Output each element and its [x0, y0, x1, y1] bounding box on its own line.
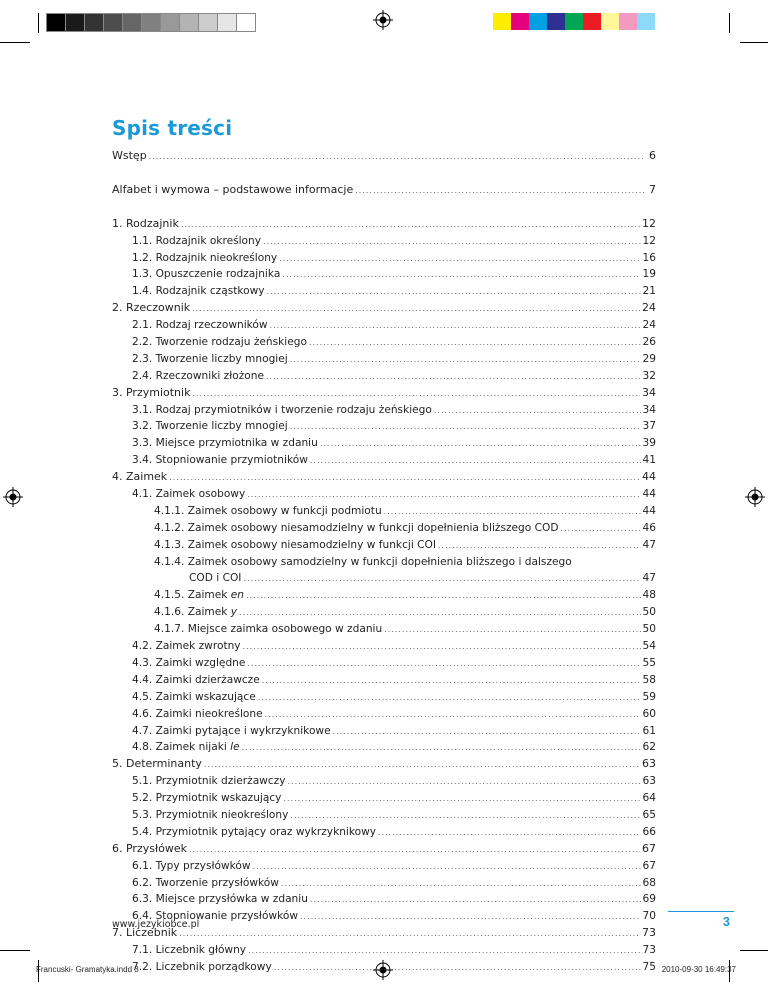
color-swatch: [493, 13, 511, 30]
dot-leader: [181, 217, 640, 234]
toc-chapter-label: 6. Przysłówek: [112, 841, 187, 855]
toc-section: [112, 824, 656, 841]
toc-section-list: [112, 858, 656, 926]
toc-entry-page: 48: [642, 589, 656, 602]
toc-entry-label: 3.1. Rodzaj przymiotników i tworzenie rodzaju żeńskiego: [132, 403, 432, 416]
toc-entry-label: [132, 739, 240, 756]
toc-entry-page: 44: [642, 488, 656, 501]
color-swatch: [511, 13, 529, 30]
toc-entry-label: 4.1.1. Zaimek osobowy w funkcji podmiotu: [154, 504, 382, 517]
toc-entry-label: 4.7. Zaimki pytające i wykrzyknikowe: [132, 724, 331, 737]
toc-chapter-label: 5. Determinanty: [112, 757, 202, 771]
toc-section: [112, 773, 656, 790]
toc-entry-label-emphasis: y: [230, 606, 238, 619]
color-swatch: [601, 13, 619, 30]
table-of-contents: [112, 148, 656, 976]
toc-section: [112, 723, 656, 740]
crop-mark: [740, 950, 768, 951]
toc-entry-page: 63: [642, 775, 656, 788]
toc-entry-page: 59: [642, 690, 656, 703]
toc-entry-label: 2.2. Tworzenie rodzaju żeńskiego: [132, 336, 307, 349]
toc-entry-label: 4.2. Zaimek zwrotny: [132, 640, 241, 653]
color-swatch: [565, 13, 583, 30]
dot-leader: [189, 842, 640, 859]
color-swatch: [547, 13, 565, 30]
dot-leader: [247, 656, 640, 673]
toc-entry-label: 4.1.7. Miejsce zaimka osobowego w zdaniu: [154, 623, 383, 636]
toc-entry: [112, 148, 656, 165]
toc-entry-label: Wstęp: [112, 149, 147, 162]
toc-chapter: [112, 385, 656, 402]
color-swatch: [529, 13, 547, 30]
toc-section: [112, 266, 656, 283]
toc-entry-label: 1.3. Opuszczenie rodzajnika: [132, 268, 281, 281]
dot-leader: [333, 724, 641, 741]
dot-leader: [258, 690, 641, 707]
toc-entry-page: 65: [642, 808, 656, 821]
dot-leader: [279, 251, 640, 268]
toc-section: [112, 807, 656, 824]
toc-entry-label: 1.2. Rodzajnik nieokreślony: [132, 251, 278, 264]
dot-leader: [320, 436, 641, 453]
dot-leader: [310, 453, 641, 470]
dot-leader: [384, 504, 641, 521]
dot-leader: [283, 791, 640, 808]
color-swatch: [637, 13, 655, 30]
toc-chapter-label: 2. Rzeczownik: [112, 301, 191, 315]
toc-subsection: [112, 554, 656, 571]
toc-section: [112, 689, 656, 706]
toc-section: [112, 250, 656, 267]
toc-entry-label: 4.1.3. Zaimek osobowy niesamodzielny w funkcji COI: [154, 538, 437, 551]
toc-entry-page: 64: [642, 792, 656, 805]
toc-section: [112, 739, 656, 756]
toc-entry-label: 1.1. Rodzajnik określony: [132, 234, 262, 247]
dot-leader: [263, 234, 641, 251]
toc-entry-page: 21: [642, 285, 656, 298]
toc-entry-page: 60: [642, 707, 656, 720]
toc-entry-label: 6.4. Stopniowanie przysłówków: [132, 910, 298, 923]
toc-entry-page: 44: [642, 504, 656, 517]
crop-mark: [740, 42, 768, 43]
toc-section: [112, 959, 656, 976]
dot-leader: [300, 909, 641, 926]
dot-leader: [310, 892, 641, 909]
dot-leader: [239, 605, 641, 622]
dot-leader: [438, 538, 641, 555]
toc-entry-label: 2.4. Rzeczowniki złożone: [132, 369, 264, 382]
toc-entry-label: [154, 587, 244, 604]
toc-entry-page: 63: [642, 757, 656, 771]
color-swatch: [84, 13, 104, 32]
toc-entry-label: 4.1.2. Zaimek osobowy niesamodzielny w funkcji dopełnienia bliższego COD: [154, 521, 559, 534]
toc-section: [112, 334, 656, 351]
toc-entry-page: 19: [642, 268, 656, 281]
toc-entry-label: 3.2. Tworzenie liczby mnogiej: [132, 420, 288, 433]
toc-entry-page: 24: [642, 301, 656, 315]
toc-entry-page: 73: [642, 944, 656, 957]
toc-entry-label: 2.1. Rodzaj rzeczowników: [132, 319, 268, 332]
toc-section: [112, 283, 656, 300]
color-swatch: [46, 13, 66, 32]
toc-entry-page: 69: [642, 893, 656, 906]
cmyk-color-bar: [493, 13, 655, 30]
dot-leader: [290, 419, 641, 436]
toc-entry-page: 26: [642, 336, 656, 349]
toc-entry-page: 67: [642, 859, 656, 872]
toc-entry-page: 62: [642, 741, 656, 754]
toc-entry-page: 67: [642, 841, 656, 855]
toc-entry-label: [154, 604, 237, 621]
dot-leader: [561, 521, 641, 538]
toc-entry-label: 6.1. Typy przysłówków: [132, 859, 251, 872]
color-swatch: [160, 13, 180, 32]
registration-mark-icon: [373, 10, 393, 30]
toc-entry-label: 5.3. Przymiotnik nieokreślony: [132, 808, 289, 821]
color-swatch: [179, 13, 199, 32]
color-swatch: [65, 13, 85, 32]
footer-url: www.jezykiobce.pl: [112, 919, 200, 930]
dot-leader: [274, 960, 641, 977]
toc-section: [112, 317, 656, 334]
toc-chapter: [112, 300, 656, 317]
dot-leader: [179, 926, 640, 943]
toc-entry-page: 50: [642, 623, 656, 636]
toc-chapter: [112, 841, 656, 858]
toc-entry-label: 7.1. Liczebnik główny: [132, 944, 247, 957]
toc-entry-label-emphasis: le: [230, 741, 240, 754]
dot-leader: [248, 943, 640, 960]
dot-leader: [270, 318, 641, 335]
toc-section: [112, 655, 656, 672]
toc-entry-label: 3.3. Miejsce przymiotnika w zdaniu: [132, 437, 318, 450]
toc-entry-page: 54: [642, 640, 656, 653]
toc-section-list: [112, 233, 656, 301]
toc-section-list: [112, 638, 656, 739]
toc-section: [112, 418, 656, 435]
toc-entry-label: 4.6. Zaimki nieokreślone: [132, 707, 263, 720]
toc-entry-label: 4.5. Zaimki wskazujące: [132, 690, 256, 703]
toc-entry-page: 34: [642, 385, 656, 399]
toc-chapter-label: 7. Liczebnik: [112, 926, 178, 940]
toc-entry-page: 68: [642, 876, 656, 889]
toc-section: [112, 891, 656, 908]
toc-subsection: [112, 587, 656, 604]
color-swatch: [122, 13, 142, 32]
toc-chapter-label: 3. Przymiotnik: [112, 385, 191, 399]
toc-entry-label-emphasis: en: [230, 589, 244, 602]
dot-leader: [169, 470, 640, 487]
crop-mark: [0, 42, 30, 43]
toc-section: [112, 638, 656, 655]
toc-entry-page: 46: [642, 521, 656, 534]
toc-subsection: [112, 520, 656, 537]
toc-subsection-list: [112, 503, 656, 554]
dot-leader: [192, 301, 640, 318]
toc-section: [112, 875, 656, 892]
color-swatch: [583, 13, 601, 30]
dot-leader: [434, 403, 641, 420]
registration-mark-icon: [3, 487, 23, 507]
toc-entry-page: 41: [642, 454, 656, 467]
dot-leader: [384, 622, 640, 639]
toc-section: [112, 402, 656, 419]
dot-leader: [309, 335, 641, 352]
toc-section: [112, 233, 656, 250]
crop-mark: [38, 13, 39, 33]
toc-subsection: [112, 621, 656, 638]
dot-leader: [266, 369, 641, 386]
toc-chapter: [112, 216, 656, 233]
crop-mark: [729, 13, 730, 33]
toc-entry-label: Alfabet i wymowa – podstawowe informacje: [112, 182, 354, 196]
dot-leader: [288, 774, 641, 791]
toc-section: [112, 452, 656, 469]
toc-subsection-continuation: [112, 570, 656, 587]
toc-chapter: [112, 469, 656, 486]
dot-leader: [247, 487, 640, 504]
toc-entry-label: 5.2. Przymiotnik wskazujący: [132, 792, 282, 805]
color-swatch: [198, 13, 218, 32]
toc-subsection: [112, 503, 656, 520]
toc-entry-page: 75: [642, 960, 656, 973]
toc-entry-page: 12: [642, 216, 656, 230]
crop-mark: [0, 950, 30, 951]
toc-entry-label: 2.3. Tworzenie liczby mnogiej: [132, 352, 288, 365]
toc-section: [112, 790, 656, 807]
dot-leader: [378, 825, 640, 842]
color-swatch: [217, 13, 237, 32]
toc-entry-label: 6.2. Tworzenie przysłówków: [132, 876, 279, 889]
toc-chapter-label: 1. Rodzajnik: [112, 216, 179, 230]
toc-entry-label: 6.3. Miejsce przysłówka w zdaniu: [132, 893, 308, 906]
registration-mark-icon: [745, 487, 765, 507]
toc-section: [112, 368, 656, 385]
print-slug-timestamp: 2010-09-30 16:49:37: [661, 965, 736, 974]
toc-entry-label-text: 4.1.5. Zaimek: [154, 589, 231, 602]
toc-entry-label: 5.1. Przymiotnik dzierżawczy: [132, 775, 286, 788]
toc-entry-page: 73: [642, 926, 656, 940]
color-swatch: [236, 13, 256, 32]
toc-subsection: [112, 537, 656, 554]
toc-entry-page: 16: [642, 251, 656, 264]
dot-leader: [246, 588, 641, 605]
toc-entry-label: 3.4. Stopniowanie przymiotników: [132, 454, 308, 467]
print-slug-filename: Francuski- Gramatyka.indd 3: [36, 965, 139, 974]
dot-leader: [242, 740, 641, 757]
toc-chapter: [112, 756, 656, 773]
toc-entry-page: 58: [642, 673, 656, 686]
dot-leader: [243, 571, 640, 588]
dot-leader: [253, 859, 641, 876]
dot-leader: [243, 639, 641, 656]
toc-entry: [112, 182, 656, 199]
toc-entry-page: 47: [642, 572, 656, 585]
toc-entry-label: 5.4. Przymiotnik pytający oraz wykrzyknikowy: [132, 825, 377, 838]
toc-entry-page: 37: [642, 420, 656, 433]
toc-subsection: [112, 604, 656, 621]
toc-entry-label: 1.4. Rodzajnik cząstkowy: [132, 285, 265, 298]
toc-entry-page: 32: [642, 369, 656, 382]
grayscale-color-bar: [47, 13, 256, 32]
toc-entry-label: 4.1. Zaimek osobowy: [132, 488, 246, 501]
dot-leader: [355, 183, 644, 200]
toc-section: [112, 672, 656, 689]
toc-section: [112, 942, 656, 959]
toc-entry-label: COD i COI: [189, 572, 242, 585]
toc-entry-page: 12: [642, 234, 656, 247]
toc-section-list: [112, 402, 656, 470]
page-title: Spis treści: [112, 116, 233, 140]
toc-entry-page: 39: [642, 437, 656, 450]
dot-leader: [192, 386, 640, 403]
toc-entry-label: 4.4. Zaimki dzierżawcze: [132, 673, 260, 686]
toc-entry-page: 34: [642, 403, 656, 416]
dot-leader: [282, 267, 640, 284]
toc-section-list: [112, 317, 656, 385]
dot-leader: [281, 876, 641, 893]
dot-leader: [204, 757, 640, 774]
color-swatch: [103, 13, 123, 32]
color-swatch: [141, 13, 161, 32]
toc-section-list: [112, 773, 656, 841]
dot-leader: [290, 808, 640, 825]
toc-entry-page: 47: [642, 538, 656, 551]
toc-entry-page: 44: [642, 470, 656, 484]
color-swatch: [619, 13, 637, 30]
toc-entry-page: 50: [642, 606, 656, 619]
toc-section: [112, 858, 656, 875]
toc-entry-label: 7.2. Liczebnik porządkowy: [132, 960, 272, 973]
toc-section: [112, 706, 656, 723]
dot-leader: [267, 284, 641, 301]
toc-entry-page: 29: [642, 352, 656, 365]
toc-entry-page: 7: [649, 182, 656, 196]
toc-chapter-label: 4. Zaimek: [112, 470, 168, 484]
toc-section-list: [112, 942, 656, 976]
toc-entry-page: 55: [642, 656, 656, 669]
dot-leader: [290, 352, 641, 369]
toc-entry-label-text: 4.8. Zaimek nijaki: [132, 741, 231, 754]
toc-section: [112, 486, 656, 503]
toc-entry-page: 24: [642, 319, 656, 332]
toc-entry-page: 61: [642, 724, 656, 737]
dot-leader: [265, 707, 641, 724]
toc-entry-page: 66: [642, 825, 656, 838]
toc-entry-label: 4.1.4. Zaimek osobowy samodzielny w funkcji dopełnienia bliższego i dalszego: [154, 555, 572, 568]
toc-section: [112, 351, 656, 368]
dot-leader: [262, 673, 641, 690]
toc-entry-page: 6: [649, 149, 656, 162]
page-number: 3: [722, 914, 730, 929]
toc-section: [112, 435, 656, 452]
footer-rule: [668, 911, 734, 912]
toc-entry-label-text: 4.1.6. Zaimek: [154, 606, 231, 619]
dot-leader: [149, 149, 644, 166]
toc-entry-label: 4.3. Zaimki względne: [132, 656, 246, 669]
toc-entry-page: 70: [642, 910, 656, 923]
